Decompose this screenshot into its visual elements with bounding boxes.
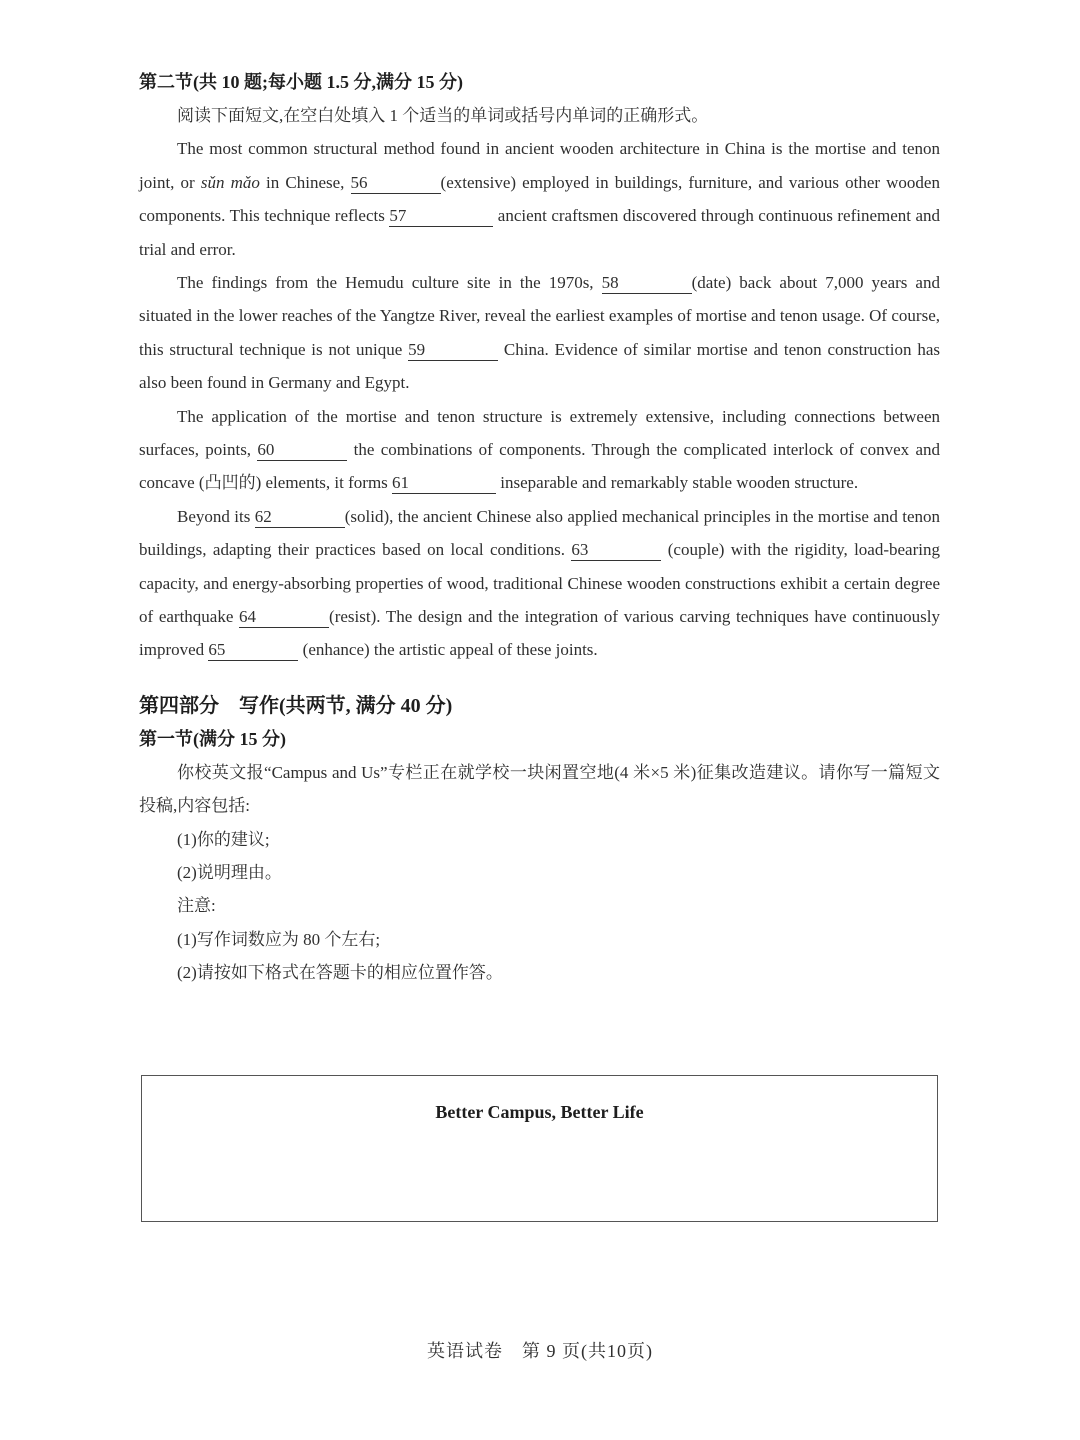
blank-62[interactable]: 62: [255, 507, 345, 528]
blank-59[interactable]: 59: [408, 340, 498, 361]
blank-60[interactable]: 60: [257, 440, 347, 461]
task-item-1: (1)你的建议;: [177, 829, 270, 849]
section2-heading: 第二节(共 10 题;每小题 1.5 分,满分 15 分): [139, 72, 463, 92]
note-item-2: (2)请按如下格式在答题卡的相应位置作答。: [177, 963, 503, 983]
task-item-2: (2)说明理由。: [177, 863, 282, 883]
pinyin-term: sǔn mǎo: [200, 172, 260, 192]
page-footer: 英语试卷 第 9 页(共10页): [427, 1341, 653, 1361]
note-label: 注意:: [177, 896, 216, 916]
part4-subheading: 第一节(满分 15 分): [139, 728, 286, 749]
essay-title: Better Campus, Better Life: [435, 1102, 644, 1122]
blank-57[interactable]: 57: [389, 206, 493, 227]
note-item-1: (1)写作词数应为 80 个左右;: [177, 929, 381, 949]
passage-paragraph-4: Beyond its 62 (solid), the ancient Chinese also applied mechanical principles in the mortise and tenon buildings, adapting their practices based on local conditions. 63 (couple) with the rigidity, load-bearing capacity, and energy-absorbing properties of wood, traditional Chinese wooden constructions exhibit a certain degree of earthquake 64 (resist). The design and the integration of various carving techniques have continuously improved 65 (enhance) the artistic appeal of these joints.: [139, 506, 941, 660]
section2-instruction: 阅读下面短文,在空白处填入 1 个适当的单词或括号内单词的正确形式。: [177, 106, 709, 125]
passage-paragraph-1: The most common structural method found in ancient wooden architecture in China is the mortise and tenon joint, or sǔn mǎo in Chinese, 56 (extensive) employed in buildings, furniture, and various other wooden components. This technique reflects 57 ancient craftsmen discovered through continuous refinement and trial and error.: [139, 139, 941, 259]
blank-65[interactable]: 65: [208, 640, 298, 661]
blank-64[interactable]: 64: [239, 607, 329, 628]
part4-heading: 第四部分 写作(共两节, 满分 40 分): [139, 694, 453, 717]
blank-58[interactable]: 58: [602, 273, 692, 294]
page-content: [139, 66, 940, 990]
blank-63[interactable]: 63: [571, 540, 661, 561]
blank-56[interactable]: 56: [351, 173, 441, 194]
blank-61[interactable]: 61: [392, 473, 496, 494]
passage-paragraph-2: The findings from the Hemudu culture site in the 1970s, 58 (date) back about 7,000 years and situated in the lower reaches of the Yangtze River, reveal the earliest examples of mortise and tenon usage. Of course, this structural technique is not unique 59 China. Evidence of similar mortise and tenon construction has also been found in Germany and Egypt.: [139, 273, 940, 393]
writing-task-text: 你校英文报“Campus and Us”专栏正在就学校一块闲置空地(4 米×5 米)征集改造建议。请你写一篇短文投稿,内容包括:: [139, 762, 940, 816]
answer-format-box: [141, 1075, 938, 1222]
passage-paragraph-3: The application of the mortise and tenon structure is extremely extensive, including connections between surfaces, points, 60 the combinations of components. Through the complicated interlock of convex and concave (凸凹的) elements, it forms 61 inseparable and remarkably stable wooden structure.: [139, 406, 940, 493]
